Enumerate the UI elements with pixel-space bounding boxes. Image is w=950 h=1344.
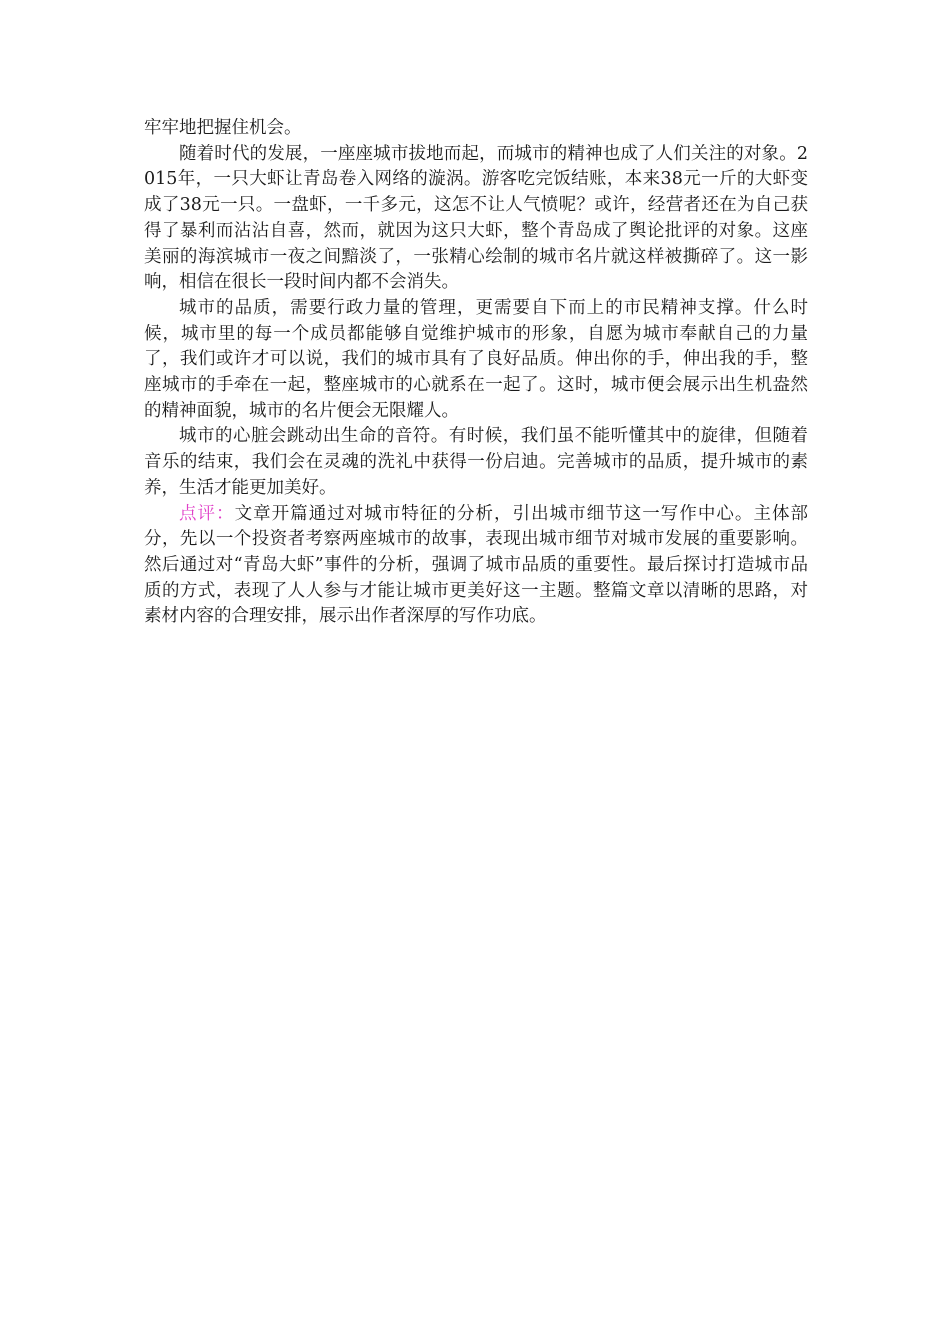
document-page: [144, 116, 808, 630]
paragraph-city-heart: 城市的心脏会跳动出生命的音符。有时候，我们虽不能听懂其中的旋律，但随着音乐的结束，我们会在灵魂的洗礼中获得一份启迪。完善城市的品质，提升城市的素养，生活才能更加美好。: [144, 426, 808, 498]
comment-paragraph: [144, 502, 808, 631]
comment-text: 文章开篇通过对城市特征的分析，引出城市细节这一写作中心。主体部分，先以一个投资者考察两座城市的故事，表现出城市细节对城市发展的重要影响。然后通过对“青岛大虾”事件的分析，强调了城市品质的重要性。最后探讨打造城市品质的方式，表现了人人参与才能让城市更美好这一主题。整篇文章以清晰的思路，对素材内容的合理安排，展示出作者深厚的写作功底。: [144, 503, 809, 627]
comment-label: 点评：: [179, 503, 235, 524]
paragraph-continuation: 牢牢地把握住机会。: [144, 118, 302, 138]
paragraph-qingdao-shrimp: 随着时代的发展，一座座城市拔地而起，而城市的精神也成了人们关注的对象。2015年，一只大虾让青岛卷入网络的漩涡。游客吃完饭结账，本来38元一斤的大虾变成了38元一只。一盘虾，一千多元，这怎不让人气愤呢？或许，经营者还在为自己获得了暴利而沾沾自喜，然而，就因为这只大虾，整个青岛成了舆论批评的对象。这座美丽的海滨城市一夜之间黯淡了，一张精心绘制的城市名片就这样被撕碎了。这一影响，相信在很长一段时间内都不会消失。: [144, 143, 808, 293]
paragraph-city-quality: 城市的品质，需要行政力量的管理，更需要自下而上的市民精神支撑。什么时候，城市里的每一个成员都能够自觉维护城市的形象，自愿为城市奉献自己的力量了，我们或许才可以说，我们的城市具有了良好品质。伸出你的手，伸出我的手，整座城市的手牵在一起，整座城市的心就系在一起了。这时，城市便会展示出生机盎然的精神面貌，城市的名片便会无限耀人。: [144, 297, 808, 421]
